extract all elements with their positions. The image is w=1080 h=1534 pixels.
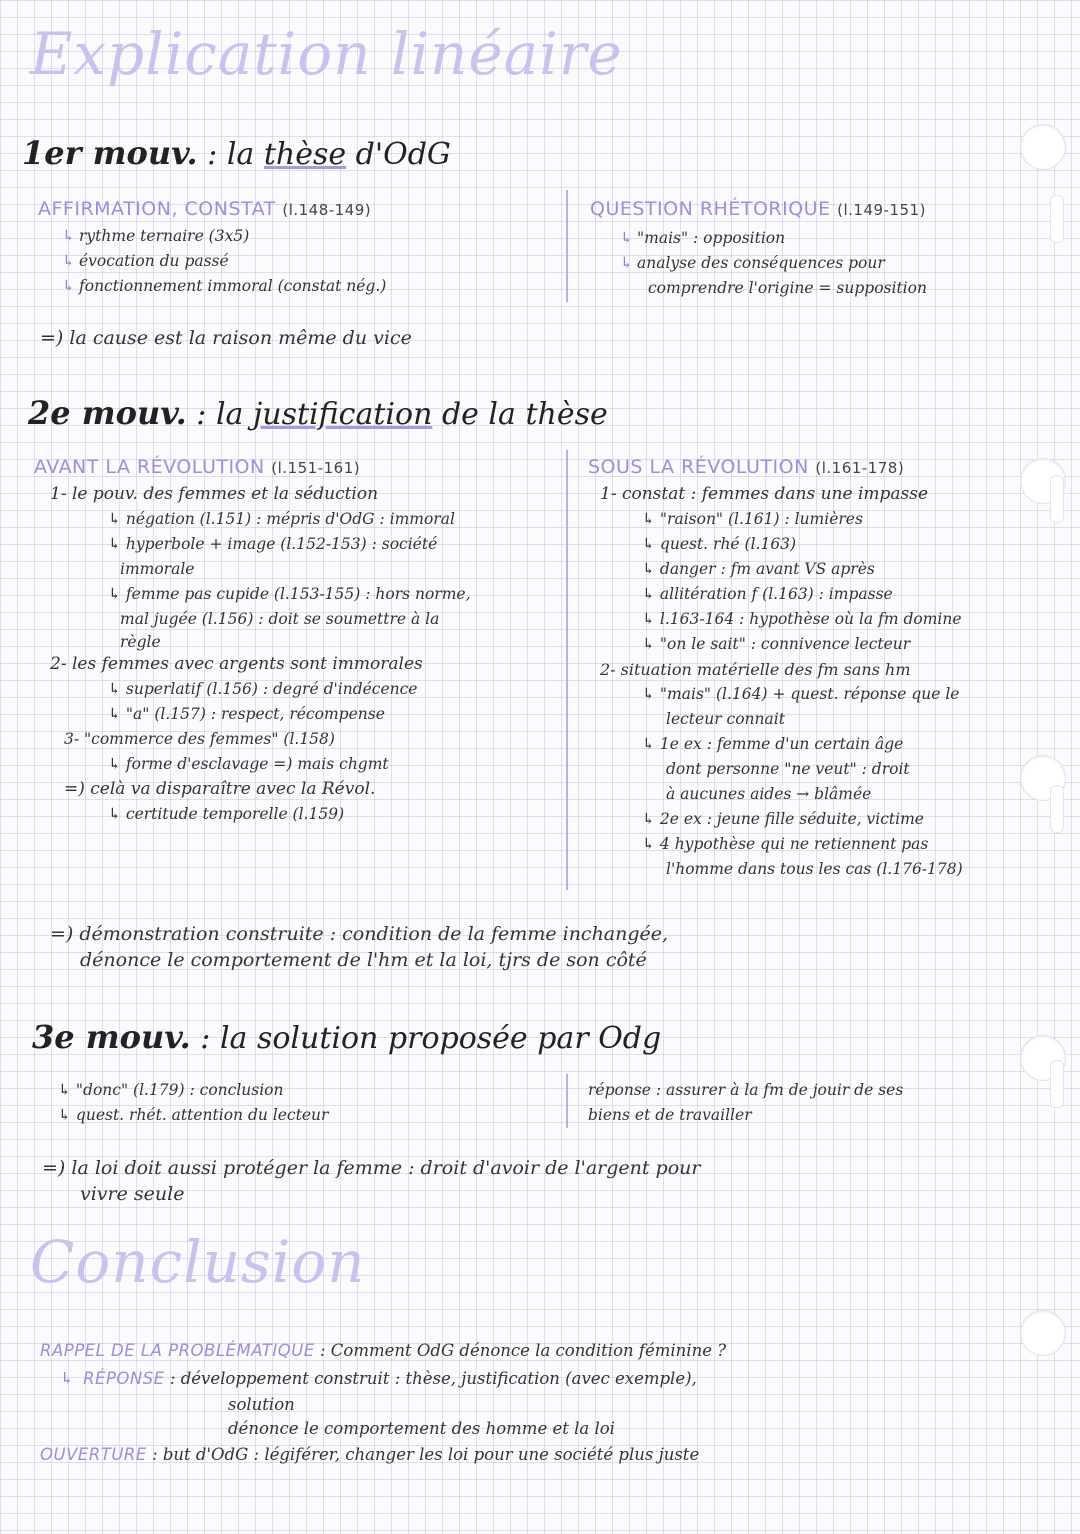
list-item: biens et de travailler [588, 1106, 752, 1124]
list-item: ↳ analyse des conséquences pour [620, 254, 885, 272]
list-item: ↳ rythme ternaire (3x5) [62, 227, 250, 245]
list-item: ↳ hyperbole + image (l.152-153) : société [108, 535, 438, 553]
column-heading-label: SOUS LA RÉVOLUTION [588, 456, 809, 478]
page-title: Explication linéaire [30, 20, 623, 88]
section-conclusion: =) la loi doit aussi protéger la femme : droit d'avoir de l'argent pour [42, 1157, 701, 1179]
reponse-label: RÉPONSE [83, 1369, 165, 1388]
section-number: 3e mouv. [32, 1018, 191, 1056]
list-item: 2- situation matérielle des fm sans hm [600, 660, 911, 679]
section-conclusion: dénonce le comportement de l'hm et la loi, tjrs de son côté [80, 949, 647, 971]
list-item: 3- "commerce des femmes" (l.158) [64, 730, 335, 748]
heading-keyword: justification [252, 397, 433, 432]
binder-notch [1050, 195, 1064, 243]
binder-notch [1050, 1060, 1064, 1108]
heading-separator: : [207, 137, 218, 172]
list-item: ↳ "on le sait" : connivence lecteur [642, 635, 911, 653]
list-item: ↳ "mais" : opposition [620, 229, 786, 247]
list-item: lecteur connait [666, 710, 785, 728]
list-item: =) celà va disparaître avec la Révol. [64, 779, 376, 799]
arrow-icon: ↳ [620, 229, 633, 247]
column-divider [566, 190, 568, 302]
column-heading-sous-revolution [588, 456, 904, 478]
line-reference: (l.148-149) [282, 201, 372, 219]
list-item: ↳ "a" (l.157) : respect, récompense [108, 705, 385, 723]
arrow-icon: ↳ [62, 252, 75, 270]
reponse-text: : développement construit : thèse, justification (avec exemple), [169, 1369, 697, 1388]
section-number: 1er mouv. [22, 134, 198, 172]
ouverture-label: OUVERTURE [40, 1445, 147, 1464]
heading-keyword: thèse [263, 137, 347, 172]
heading-text: la solution proposée par Odg [219, 1021, 662, 1056]
list-item: ↳ négation (l.151) : mépris d'OdG : immoral [108, 510, 455, 528]
list-item: 1- le pouv. des femmes et la séduction [50, 484, 379, 504]
list-item: dont personne "ne veut" : droit [666, 760, 910, 778]
section-conclusion: vivre seule [80, 1183, 185, 1205]
column-heading-question [590, 198, 926, 220]
list-item: ↳ évocation du passé [62, 252, 229, 270]
m3-right-list [588, 1078, 903, 1128]
section-conclusion: =) démonstration construite : condition de la femme inchangée, [50, 923, 669, 945]
list-item: ↳ certitude temporelle (l.159) [108, 805, 345, 823]
ouverture-line [40, 1442, 699, 1467]
binder-hole [1020, 124, 1066, 170]
column-heading-label: QUESTION RHÉTORIQUE [590, 198, 831, 220]
list-item: ↳ forme d'esclavage =) mais chgmt [108, 755, 389, 773]
list-item: 2- les femmes avec argents sont immorales [50, 654, 423, 674]
list-item: ↳ allitération f (l.163) : impasse [642, 585, 893, 603]
list-item: l'homme dans tous les cas (l.176-178) [666, 860, 963, 878]
arrow-icon: ↳ [62, 227, 75, 245]
heading-text: la [226, 137, 255, 172]
list-item: ↳ "mais" (l.164) + quest. réponse que le [642, 685, 960, 703]
section-number: 2e mouv. [28, 394, 187, 432]
list-item: immorale [120, 560, 195, 578]
list-item: à aucunes aides → blâmée [666, 785, 872, 803]
column-heading-affirmation [38, 198, 371, 220]
column-heading-label: AFFIRMATION, CONSTAT [38, 198, 276, 220]
line-reference: (l.149-151) [837, 201, 926, 219]
binder-notch [1050, 475, 1064, 523]
list-item: ↳ l.163-164 : hypothèse où la fm domine [642, 610, 962, 628]
list-item: réponse : assurer à la fm de jouir de ses [588, 1081, 904, 1099]
binder-hole [1020, 1310, 1066, 1356]
list-item: ↳ danger : fm avant VS après [642, 560, 875, 578]
m1-right-list [620, 226, 927, 301]
heading-text: d'OdG [355, 137, 451, 172]
reponse-line [60, 1366, 697, 1391]
m2-right-list [600, 482, 963, 882]
list-item: ↳ 4 hypothèse qui ne retiennent pas [642, 835, 929, 853]
arrow-icon: ↳ [62, 277, 75, 295]
list-item: règle [120, 633, 161, 651]
section-heading-mouvement-3 [32, 1018, 661, 1056]
list-item: 1- constat : femmes dans une impasse [600, 484, 929, 504]
list-item: ↳ "raison" (l.161) : lumières [642, 510, 863, 528]
list-item: ↳ quest. rhé (l.163) [642, 535, 797, 553]
ouverture-text: : but d'OdG : légiférer, changer les loi pour une société plus juste [152, 1445, 700, 1464]
arrow-icon: ↳ [60, 1369, 74, 1388]
column-divider [566, 450, 568, 890]
list-item: ↳ 2e ex : jeune fille séduite, victime [642, 810, 924, 828]
list-item: ↳ fonctionnement immoral (constat nég.) [62, 277, 387, 295]
line-reference: (l.161-178) [815, 459, 905, 477]
list-item: ↳ superlatif (l.156) : degré d'indécence [108, 680, 418, 698]
list-item: ↳ quest. rhét. attention du lecteur [58, 1106, 329, 1124]
heading-separator: : [196, 397, 207, 432]
list-item: mal jugée (l.156) : doit se soumettre à la [120, 610, 440, 628]
section-conclusion: =) la cause est la raison même du vice [40, 327, 412, 349]
rappel-text: : Comment OdG dénonce la condition féminine ? [319, 1341, 727, 1360]
list-item: ↳ "donc" (l.179) : conclusion [58, 1081, 284, 1099]
section-heading-mouvement-1 [22, 134, 451, 172]
list-item: comprendre l'origine = supposition [648, 279, 927, 297]
list-item: ↳ 1e ex : femme d'un certain âge [642, 735, 904, 753]
column-heading-avant-revolution [34, 456, 360, 478]
heading-separator: : [200, 1021, 211, 1056]
rappel-label: RAPPEL DE LA PROBLÉMATIQUE [40, 1341, 315, 1360]
reponse-text-cont: dénonce le comportement des homme et la loi [228, 1419, 615, 1438]
line-reference: (l.151-161) [271, 459, 361, 477]
reponse-text-cont: solution [228, 1395, 295, 1414]
list-item: ↳ femme pas cupide (l.153-155) : hors norme, [108, 585, 471, 603]
rappel-line [40, 1338, 726, 1363]
column-heading-label: AVANT LA RÉVOLUTION [34, 456, 265, 478]
arrow-icon: ↳ [620, 254, 633, 272]
conclusion-title: Conclusion [30, 1228, 366, 1296]
m3-left-list [58, 1078, 328, 1128]
heading-text: de la thèse [441, 397, 608, 432]
column-divider [566, 1074, 568, 1128]
m2-left-list [50, 482, 471, 827]
m1-left-list [62, 224, 386, 299]
section-heading-mouvement-2 [28, 394, 608, 432]
heading-text: la [215, 397, 244, 432]
binder-notch [1050, 785, 1064, 833]
